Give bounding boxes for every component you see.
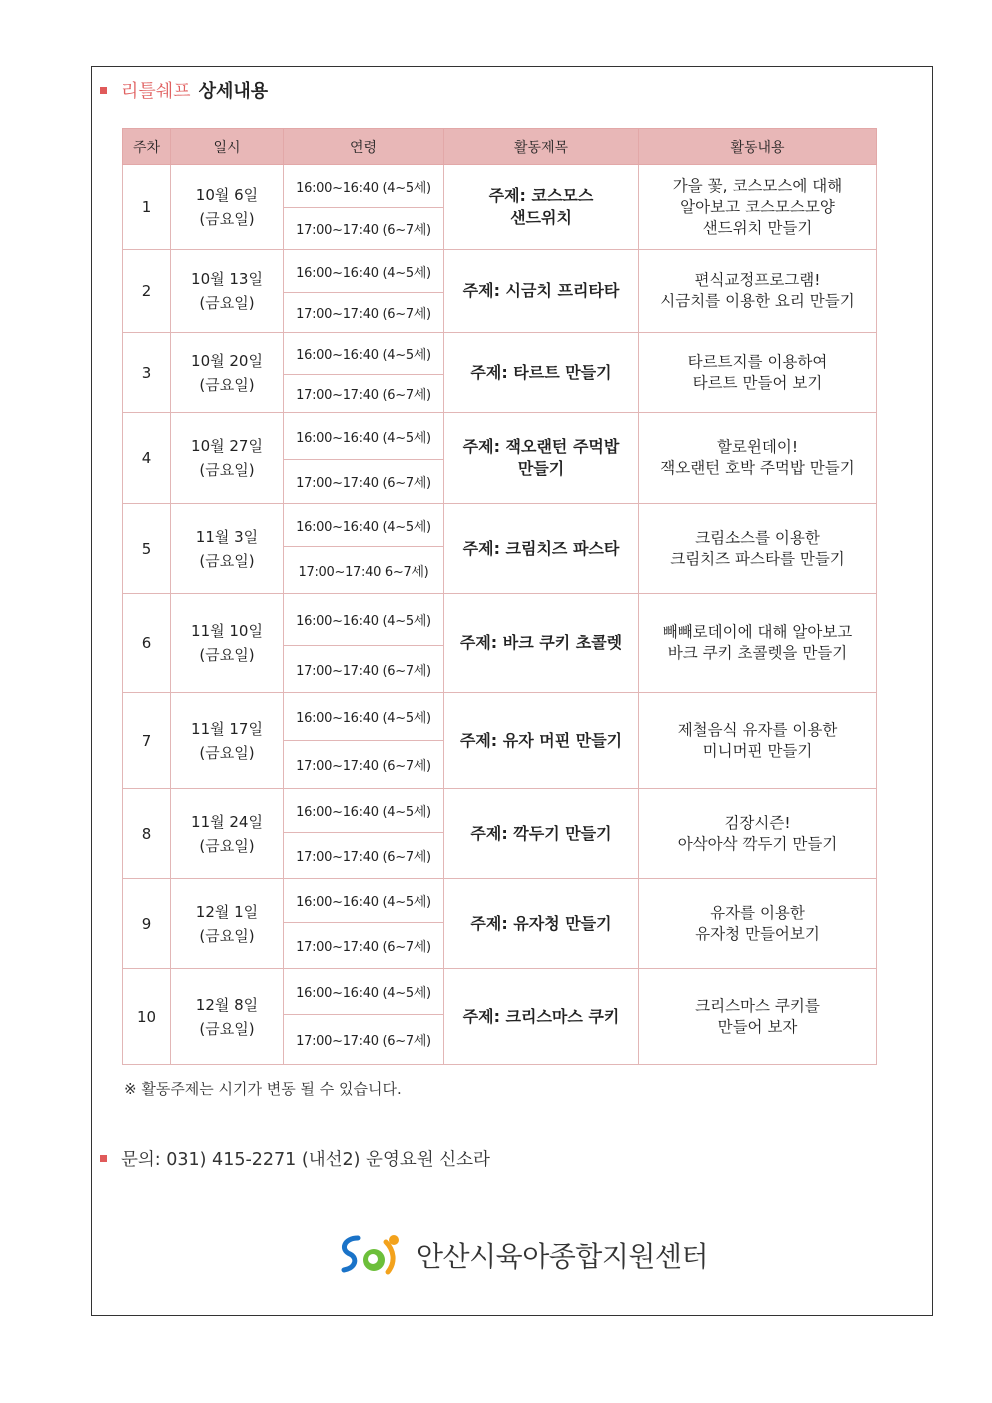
activity-title-cell bbox=[444, 594, 639, 693]
time-slot-late: 17:00~17:40 (6~7세) bbox=[284, 1015, 444, 1065]
time-slot-early: 16:00~16:40 (4~5세) bbox=[284, 165, 444, 208]
center-logo-icon bbox=[336, 1232, 408, 1278]
day-text: (금요일) bbox=[199, 743, 255, 762]
day-text: (금요일) bbox=[199, 210, 255, 228]
week-cell: 3 bbox=[123, 333, 171, 413]
table-row bbox=[123, 333, 877, 375]
activity-content-line: 김장시즌! bbox=[724, 813, 791, 832]
activity-title-line: 주제: 크림치즈 파스타 bbox=[462, 538, 620, 558]
date-text: 11월 24일 bbox=[191, 812, 263, 831]
date-text: 11월 10일 bbox=[191, 622, 263, 640]
activity-content-cell bbox=[639, 879, 877, 969]
activity-content-line: 유자를 이용한 bbox=[710, 903, 805, 922]
time-slot-early: 16:00~16:40 (4~5세) bbox=[284, 693, 444, 741]
date-cell bbox=[171, 333, 284, 413]
change-notice: ※ 활동주제는 시기가 변동 될 수 있습니다. bbox=[124, 1080, 402, 1098]
activity-content-line: 크림치즈 파스타를 만들기 bbox=[670, 549, 845, 568]
activity-content-cell bbox=[639, 333, 877, 413]
table-header-row bbox=[123, 129, 877, 165]
activity-title-cell bbox=[444, 250, 639, 333]
section-strong-label: 상세내용 bbox=[198, 81, 269, 102]
header-age: 연령 bbox=[284, 129, 444, 165]
week-cell: 8 bbox=[123, 789, 171, 879]
activity-content-line: 타르트지를 이용하여 bbox=[687, 352, 828, 371]
time-slot-late: 17:00~17:40 6~7세) bbox=[284, 547, 444, 594]
table-row bbox=[123, 594, 877, 646]
day-text: (금요일) bbox=[199, 1019, 255, 1038]
header-date: 일시 bbox=[171, 129, 284, 165]
header-week: 주차 bbox=[123, 129, 171, 165]
table-row bbox=[123, 504, 877, 547]
time-slot-early: 16:00~16:40 (4~5세) bbox=[284, 594, 444, 646]
activity-content-line: 아삭아삭 깍두기 만들기 bbox=[677, 834, 838, 853]
time-slot-late: 17:00~17:40 (6~7세) bbox=[284, 293, 444, 333]
week-cell: 9 bbox=[123, 879, 171, 969]
time-slot-early: 16:00~16:40 (4~5세) bbox=[284, 250, 444, 293]
activity-content-cell bbox=[639, 165, 877, 250]
date-cell bbox=[171, 250, 284, 333]
activity-content-line: 바크 쿠키 초콜렛을 만들기 bbox=[667, 644, 848, 662]
activity-title-line: 주제: 깍두기 만들기 bbox=[470, 823, 612, 843]
activity-title-line: 만들기 bbox=[517, 459, 565, 478]
time-slot-early: 16:00~16:40 (4~5세) bbox=[284, 333, 444, 375]
table-row bbox=[123, 969, 877, 1015]
activity-title-cell bbox=[444, 879, 639, 969]
time-slot-early: 16:00~16:40 (4~5세) bbox=[284, 879, 444, 923]
activity-title-line: 주제: 시금치 프리타타 bbox=[462, 281, 620, 300]
header-title: 활동제목 bbox=[444, 129, 639, 165]
activity-content-line: 크리스마스 쿠키를 bbox=[695, 996, 820, 1015]
square-bullet-icon bbox=[100, 1155, 107, 1162]
section-accent-label: 리틀쉐프 bbox=[121, 81, 191, 102]
activity-title-cell bbox=[444, 165, 639, 250]
week-cell: 2 bbox=[123, 250, 171, 333]
date-text: 10월 20일 bbox=[191, 351, 263, 370]
date-cell bbox=[171, 789, 284, 879]
time-slot-early: 16:00~16:40 (4~5세) bbox=[284, 789, 444, 833]
week-cell: 1 bbox=[123, 165, 171, 250]
date-cell bbox=[171, 504, 284, 594]
time-slot-late: 17:00~17:40 (6~7세) bbox=[284, 741, 444, 789]
activity-content-line: 편식교정프로그램! bbox=[694, 271, 821, 289]
activity-title-cell bbox=[444, 504, 639, 594]
activity-content-line: 잭오랜턴 호박 주먹밥 만들기 bbox=[660, 459, 855, 477]
week-cell: 7 bbox=[123, 693, 171, 789]
day-text: (금요일) bbox=[199, 836, 255, 855]
date-text: 10월 27일 bbox=[191, 437, 263, 455]
time-slot-late: 17:00~17:40 (6~7세) bbox=[284, 923, 444, 969]
date-cell bbox=[171, 413, 284, 504]
activity-content-line: 빼빼로데이에 대해 알아보고 bbox=[662, 623, 853, 641]
activity-content-cell bbox=[639, 504, 877, 594]
activity-title-cell bbox=[444, 969, 639, 1065]
week-cell: 4 bbox=[123, 413, 171, 504]
activity-content-line: 미니머핀 만들기 bbox=[702, 741, 813, 760]
activity-content-line: 샌드위치 만들기 bbox=[702, 218, 813, 237]
activity-title-cell bbox=[444, 693, 639, 789]
activity-content-line: 알아보고 코스모스모양 bbox=[680, 197, 835, 216]
table-row bbox=[123, 250, 877, 293]
date-cell bbox=[171, 594, 284, 693]
section-heading bbox=[100, 77, 268, 103]
date-text: 10월 13일 bbox=[191, 270, 263, 288]
date-text: 11월 3일 bbox=[195, 527, 259, 546]
activity-content-line: 할로윈데이! bbox=[716, 438, 799, 456]
activity-title-cell bbox=[444, 789, 639, 879]
time-slot-late: 17:00~17:40 (6~7세) bbox=[284, 646, 444, 693]
activity-title-cell bbox=[444, 333, 639, 413]
activity-content-line: 크림소스를 이용한 bbox=[695, 528, 820, 547]
activity-content-line: 타르트 만들어 보기 bbox=[692, 373, 823, 392]
activity-content-line: 만들어 보자 bbox=[717, 1017, 798, 1036]
table-row bbox=[123, 879, 877, 923]
activity-title-line: 주제: 크리스마스 쿠키 bbox=[462, 1006, 620, 1026]
day-text: (금요일) bbox=[199, 926, 255, 945]
activity-content-line: 유자청 만들어보기 bbox=[695, 924, 820, 943]
header-content: 활동내용 bbox=[639, 129, 877, 165]
activity-title-line: 주제: 바크 쿠키 초콜렛 bbox=[459, 633, 623, 652]
day-text: (금요일) bbox=[199, 551, 255, 570]
table-row bbox=[123, 693, 877, 741]
activity-content-cell bbox=[639, 594, 877, 693]
activity-title-line: 주제: 코스모스 bbox=[488, 186, 594, 205]
day-text: (금요일) bbox=[199, 375, 255, 394]
date-cell bbox=[171, 693, 284, 789]
activity-title-line: 주제: 잭오랜턴 주먹밥 bbox=[462, 437, 620, 456]
activity-content-line: 제철음식 유자를 이용한 bbox=[677, 720, 838, 739]
date-cell bbox=[171, 165, 284, 250]
time-slot-late: 17:00~17:40 (6~7세) bbox=[284, 208, 444, 250]
activity-content-cell bbox=[639, 789, 877, 879]
schedule-table bbox=[122, 128, 877, 1065]
date-text: 12월 1일 bbox=[195, 902, 259, 921]
table-row bbox=[123, 413, 877, 460]
activity-content-cell bbox=[639, 693, 877, 789]
table-row bbox=[123, 789, 877, 833]
week-cell: 10 bbox=[123, 969, 171, 1065]
center-logo-text: 안산시육아종합지원센터 bbox=[416, 1240, 709, 1273]
activity-content-line: 가을 꽃, 코스모스에 대해 bbox=[672, 176, 843, 195]
date-text: 12월 8일 bbox=[195, 995, 259, 1014]
table-row bbox=[123, 165, 877, 208]
time-slot-late: 17:00~17:40 (6~7세) bbox=[284, 833, 444, 879]
activity-content-cell bbox=[639, 969, 877, 1065]
table-body bbox=[123, 165, 877, 1065]
center-logo bbox=[336, 1232, 708, 1278]
activity-title-line: 주제: 유자청 만들기 bbox=[470, 913, 612, 933]
activity-title-line: 주제: 타르트 만들기 bbox=[470, 362, 612, 382]
activity-title-cell bbox=[444, 413, 639, 504]
time-slot-late: 17:00~17:40 (6~7세) bbox=[284, 460, 444, 504]
time-slot-early: 16:00~16:40 (4~5세) bbox=[284, 413, 444, 460]
week-cell: 5 bbox=[123, 504, 171, 594]
date-text: 11월 17일 bbox=[191, 719, 263, 738]
day-text: (금요일) bbox=[199, 294, 255, 312]
time-slot-early: 16:00~16:40 (4~5세) bbox=[284, 969, 444, 1015]
date-cell bbox=[171, 969, 284, 1065]
date-text: 10월 6일 bbox=[195, 186, 259, 204]
contact-text: 문의: 031) 415-2271 (내선2) 운영요원 신소라 bbox=[121, 1150, 490, 1170]
week-cell: 6 bbox=[123, 594, 171, 693]
activity-title-line: 주제: 유자 머핀 만들기 bbox=[459, 730, 623, 750]
day-text: (금요일) bbox=[199, 461, 255, 479]
activity-content-cell bbox=[639, 413, 877, 504]
date-cell bbox=[171, 879, 284, 969]
activity-content-line: 시금치를 이용한 요리 만들기 bbox=[660, 292, 855, 310]
day-text: (금요일) bbox=[199, 646, 255, 664]
contact-line bbox=[100, 1146, 490, 1171]
activity-title-line: 샌드위치 bbox=[510, 208, 572, 227]
square-bullet-icon bbox=[100, 87, 107, 94]
activity-content-cell bbox=[639, 250, 877, 333]
time-slot-late: 17:00~17:40 (6~7세) bbox=[284, 375, 444, 413]
time-slot-early: 16:00~16:40 (4~5세) bbox=[284, 504, 444, 547]
